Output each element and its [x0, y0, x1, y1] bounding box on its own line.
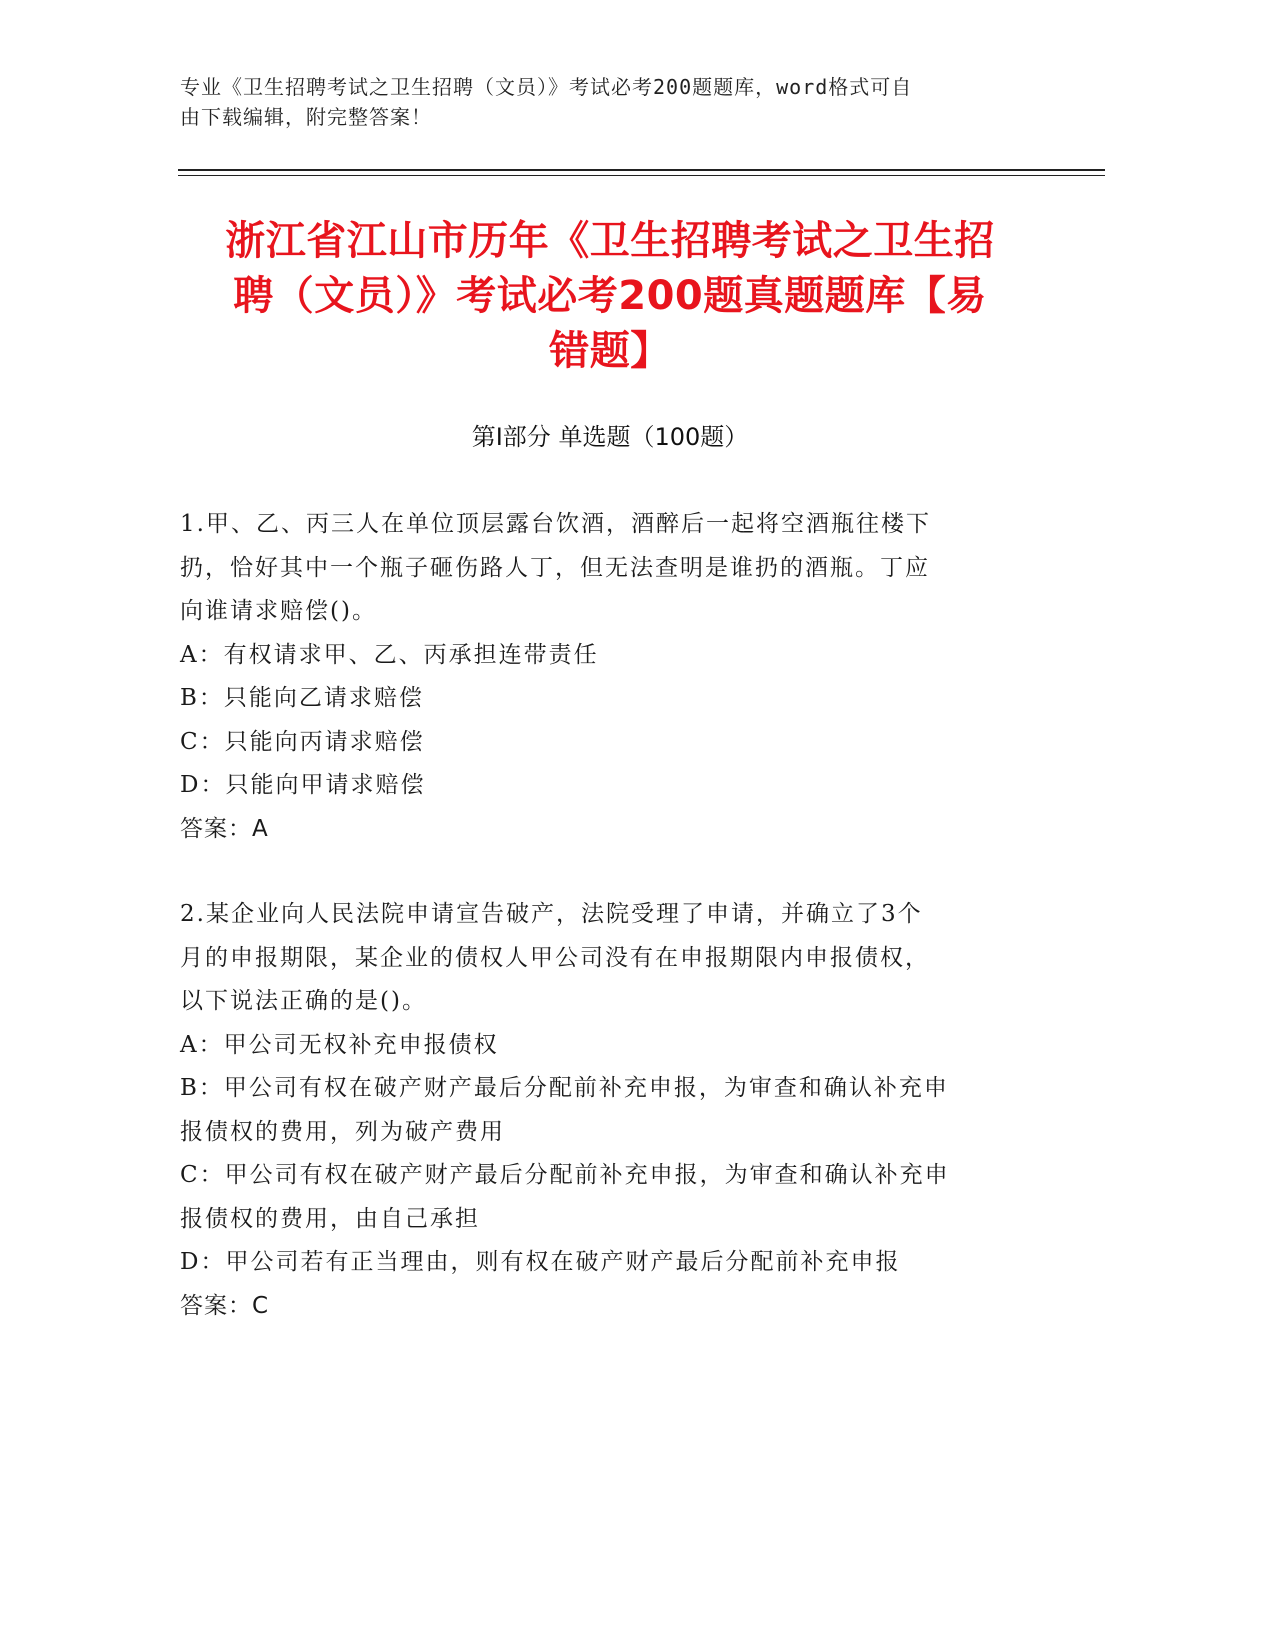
question-stem-line: 月的申报期限，某企业的债权人甲公司没有在申报期限内申报债权， — [180, 944, 930, 971]
question-stem-line: 2.某企业向人民法院申请宣告破产，法院受理了申请，并确立了3个 — [180, 901, 923, 927]
header-note — [180, 72, 1060, 132]
option-c-continued: 报债权的费用，由自己承担 — [180, 1205, 480, 1232]
question-1 — [180, 503, 1040, 851]
option-d: D：只能向甲请求赔偿 — [180, 772, 426, 798]
document-title-line: 错题】 — [549, 328, 671, 374]
header-note-line: 专业《卫生招聘考试之卫生招聘（文员）》考试必考200题题库，word格式可自 — [180, 75, 913, 99]
answer-label: 答案：C — [180, 1292, 270, 1319]
question-stem-line: 向谁请求赔偿()。 — [180, 598, 377, 624]
option-c: C：甲公司有权在破产财产最后分配前补充申报，为审查和确认补充申 — [180, 1162, 950, 1188]
option-c: C：只能向丙请求赔偿 — [180, 728, 425, 755]
section-title: 第Ⅰ部分 单选题（100题） — [471, 423, 749, 451]
header-divider-thin — [178, 175, 1105, 176]
question-stem-line: 以下说法正确的是()。 — [180, 988, 427, 1014]
option-d: D：甲公司若有正当理由，则有权在破产财产最后分配前补充申报 — [180, 1249, 901, 1275]
option-b: B：甲公司有权在破产财产最后分配前补充申报，为审查和确认补充申 — [180, 1075, 949, 1101]
header-divider-thick — [178, 169, 1105, 171]
option-a: A：有权请求甲、乙、丙承担连带责任 — [180, 641, 599, 668]
header-note-line: 由下载编辑，附完整答案！ — [180, 105, 432, 129]
option-b: B：只能向乙请求赔偿 — [180, 685, 424, 711]
option-b-continued: 报债权的费用，列为破产费用 — [180, 1118, 505, 1145]
question-2 — [180, 893, 1040, 1328]
answer-label: 答案：A — [180, 815, 269, 842]
document-title-line: 浙江省江山市历年《卫生招聘考试之卫生招 — [225, 218, 995, 264]
question-stem-line: 扔，恰好其中一个瓶子砸伤路人丁，但无法查明是谁扔的酒瓶。丁应 — [180, 554, 930, 581]
option-a: A：甲公司无权补充申报债权 — [180, 1031, 499, 1058]
document-title — [180, 214, 1040, 379]
document-title-line: 聘（文员）》考试必考200题真题题库【易 — [233, 273, 987, 319]
question-stem-line: 1.甲、乙、丙三人在单位顶层露台饮酒，酒醉后一起将空酒瓶往楼下 — [180, 511, 931, 537]
